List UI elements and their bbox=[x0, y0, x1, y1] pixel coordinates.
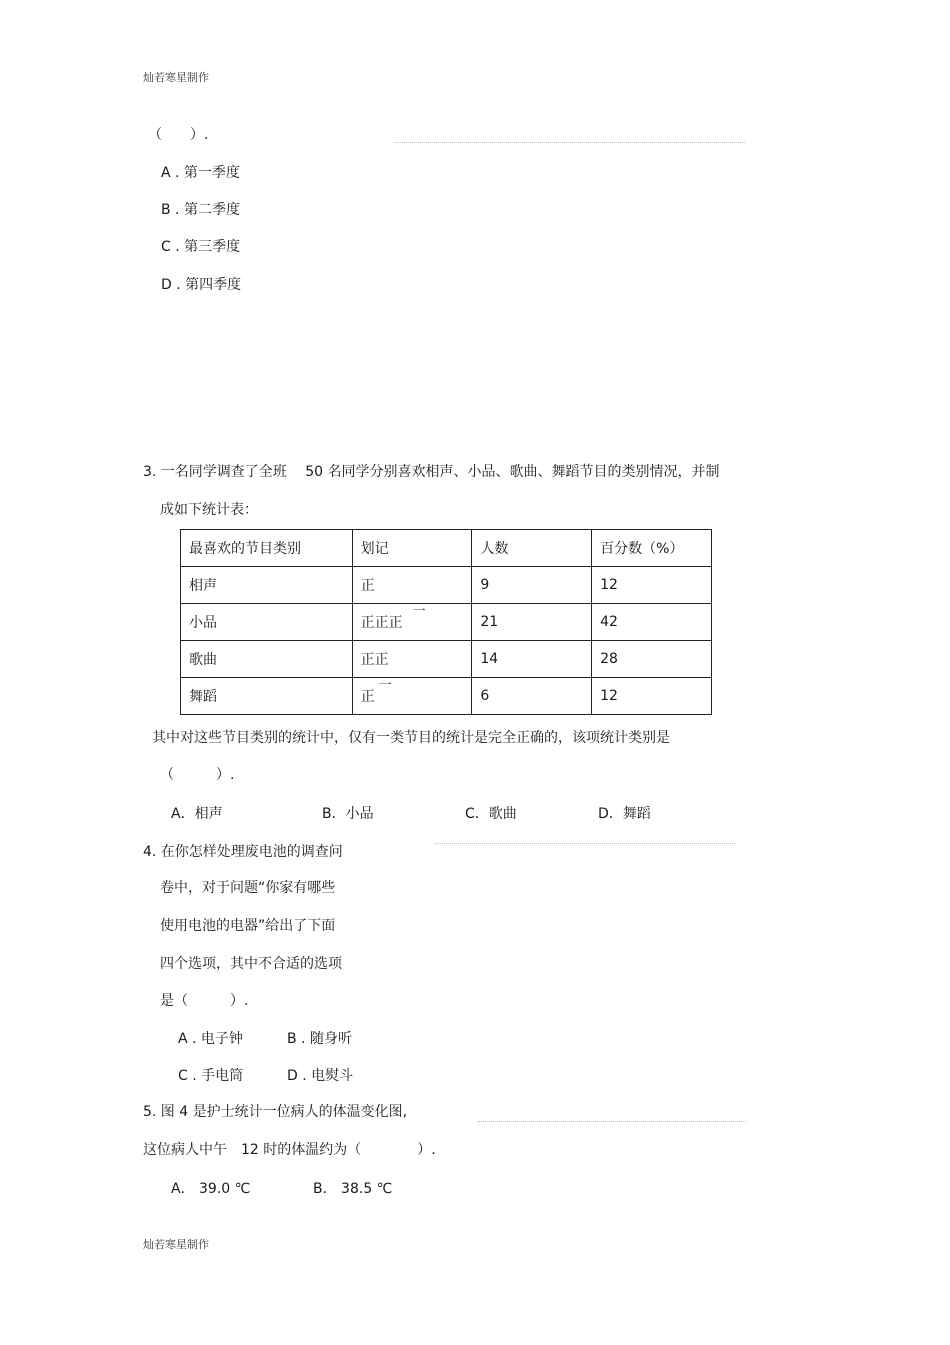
table-row bbox=[181, 567, 712, 604]
count-cell: 21 bbox=[472, 604, 592, 641]
scan-artifact-line bbox=[435, 843, 735, 844]
table-header-row bbox=[181, 530, 712, 567]
percent-cell: 12 bbox=[592, 567, 712, 604]
count-cell: 6 bbox=[472, 678, 592, 715]
category-cell: 相声 bbox=[181, 567, 353, 604]
scan-artifact-line bbox=[478, 1121, 746, 1122]
count-cell: 9 bbox=[472, 567, 592, 604]
table-header-cell: 最喜欢的节目类别 bbox=[181, 530, 353, 567]
tally-marks: 正 bbox=[360, 689, 375, 705]
scan-artifact-line bbox=[395, 142, 745, 143]
table-header-cell: 百分数（%） bbox=[592, 530, 712, 567]
tally-cell bbox=[352, 604, 472, 641]
table-header-cell: 人数 bbox=[472, 530, 592, 567]
q3-stem-line1: 3. 一名同学调查了全班 50 名同学分别喜欢相声、小品、歌曲、舞蹈节目的类别情况，并制 bbox=[143, 464, 720, 480]
tally-cell bbox=[352, 567, 472, 604]
category-cell: 小品 bbox=[181, 604, 353, 641]
tally-marks: 正正 bbox=[360, 652, 389, 668]
count-cell: 14 bbox=[472, 641, 592, 678]
page-footer: 灿若寒星制作 bbox=[143, 1238, 209, 1251]
tally-extra-mark: 一 bbox=[378, 678, 392, 693]
table-row bbox=[181, 641, 712, 678]
tally-marks: 正 bbox=[360, 578, 375, 594]
q4-line5: 是（ ）. bbox=[160, 993, 249, 1009]
table-row bbox=[181, 678, 712, 715]
q3-stem-line2: 成如下统计表： bbox=[160, 502, 258, 518]
q4-option-b: B . 随身听 bbox=[287, 1031, 352, 1047]
percent-cell: 42 bbox=[592, 604, 712, 641]
q2-option-c: C . 第三季度 bbox=[161, 239, 241, 255]
q2-option-a: A . 第一季度 bbox=[161, 165, 240, 181]
table-header-cell: 划记 bbox=[352, 530, 472, 567]
q3-option-c: C．歌曲 bbox=[465, 806, 517, 822]
tally-marks: 正正正 bbox=[360, 615, 403, 631]
q3-option-d: D．舞蹈 bbox=[598, 806, 651, 822]
tally-extra-mark: 一 bbox=[412, 604, 426, 619]
q5-option-b: B． 38.5 ℃ bbox=[313, 1181, 393, 1197]
q4-line3: 使用电池的电器”给出了下面 bbox=[160, 918, 336, 934]
table-row bbox=[181, 604, 712, 641]
category-cell: 舞蹈 bbox=[181, 678, 353, 715]
q3-option-a: A．相声 bbox=[171, 806, 223, 822]
q5-line1: 5. 图 4 是护士统计一位病人的体温变化图, bbox=[143, 1104, 408, 1120]
q4-line2: 卷中，对于问题“你家有哪些 bbox=[160, 880, 336, 896]
q3-after-line2: （ ）. bbox=[160, 767, 235, 783]
q3-option-b: B．小品 bbox=[322, 806, 374, 822]
q2-blank: （ ）. bbox=[148, 127, 209, 143]
q4-line4: 四个选项，其中不合适的选项 bbox=[160, 956, 342, 972]
tally-cell bbox=[352, 641, 472, 678]
q4-option-d: D . 电熨斗 bbox=[287, 1068, 354, 1084]
page-header: 灿若寒星制作 bbox=[143, 71, 209, 84]
q3-after-line1: 其中对这些节目类别的统计中，仅有一类节目的统计是完全正确的，该项统计类别是 bbox=[152, 730, 670, 746]
percent-cell: 28 bbox=[592, 641, 712, 678]
q5-line2: 这位病人中午 12 时的体温约为（ ）. bbox=[143, 1142, 436, 1158]
category-cell: 歌曲 bbox=[181, 641, 353, 678]
q4-option-a: A . 电子钟 bbox=[178, 1031, 243, 1047]
q4-option-c: C . 手电筒 bbox=[178, 1068, 244, 1084]
percent-cell: 12 bbox=[592, 678, 712, 715]
q4-line1: 4. 在你怎样处理废电池的调查问 bbox=[143, 844, 343, 860]
q5-option-a: A． 39.0 ℃ bbox=[171, 1181, 251, 1197]
survey-table bbox=[180, 529, 712, 715]
q2-option-d: D . 第四季度 bbox=[161, 277, 242, 293]
tally-cell bbox=[352, 678, 472, 715]
q2-option-b: B . 第二季度 bbox=[161, 202, 240, 218]
